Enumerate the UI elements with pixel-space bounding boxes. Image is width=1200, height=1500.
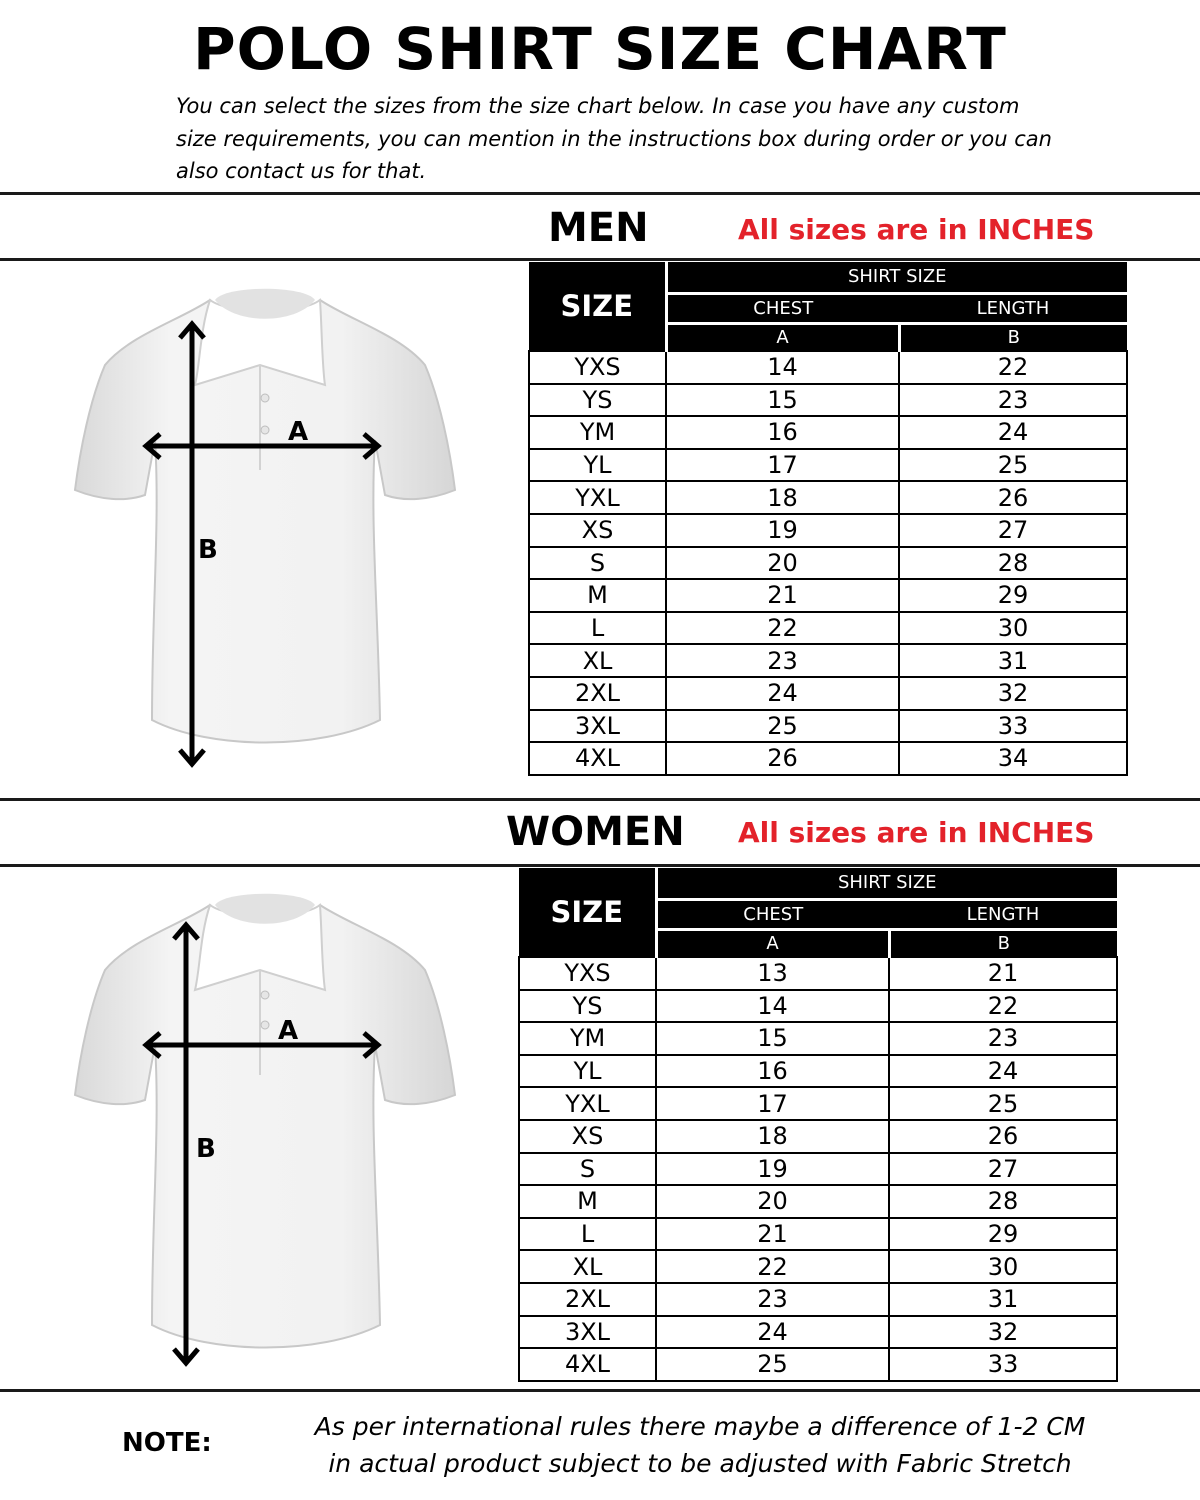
table-cell: 13 (656, 957, 889, 990)
table-cell: 17 (656, 1087, 889, 1120)
a-header: A (656, 929, 889, 957)
men-units-note: All sizes are in INCHES (738, 213, 1095, 246)
dimension-b-label: B (198, 535, 218, 565)
table-cell: 33 (889, 1348, 1117, 1381)
table-row (519, 1218, 1117, 1251)
table-cell: 30 (899, 612, 1127, 645)
shirt-size-header: SHIRT SIZE (666, 262, 1127, 293)
table-cell: 28 (889, 1185, 1117, 1218)
table-row (529, 384, 1127, 417)
table-cell: 22 (656, 1250, 889, 1283)
table-cell: 21 (666, 579, 899, 612)
table-cell: 3XL (529, 710, 666, 743)
dimension-a-label: A (288, 417, 309, 447)
table-cell: L (519, 1218, 656, 1251)
table-cell: 24 (899, 416, 1127, 449)
table-row (519, 1087, 1117, 1120)
table-cell: 29 (889, 1218, 1117, 1251)
table-cell: M (529, 579, 666, 612)
table-cell: 31 (899, 644, 1127, 677)
table-cell: YXL (519, 1087, 656, 1120)
men-size-table (528, 262, 1128, 776)
b-header: B (889, 929, 1117, 957)
table-cell: YS (529, 384, 666, 417)
table-cell: 27 (889, 1153, 1117, 1186)
note-label: NOTE: (122, 1428, 212, 1458)
table-row (519, 1120, 1117, 1153)
table-cell: 25 (656, 1348, 889, 1381)
table-cell: 2XL (519, 1283, 656, 1316)
polo-shirt-men-illustration (60, 280, 460, 790)
table-cell: 32 (899, 677, 1127, 710)
table-cell: 24 (666, 677, 899, 710)
table-cell: YL (529, 449, 666, 482)
table-row (519, 1153, 1117, 1186)
table-row (529, 416, 1127, 449)
women-size-table (518, 868, 1118, 1382)
table-cell: YXS (519, 957, 656, 990)
table-cell: 2XL (529, 677, 666, 710)
table-cell: M (519, 1185, 656, 1218)
table-row (529, 351, 1127, 384)
table-cell: 30 (889, 1250, 1117, 1283)
table-row (519, 1348, 1117, 1381)
table-cell: 18 (666, 481, 899, 514)
chest-header: CHEST (666, 293, 899, 323)
table-cell: 19 (656, 1153, 889, 1186)
table-cell: YS (519, 990, 656, 1023)
table-cell: 23 (889, 1022, 1117, 1055)
dimension-b-label: B (196, 1134, 216, 1164)
table-cell: 15 (656, 1022, 889, 1055)
polo-shirt-women-illustration (60, 885, 460, 1385)
table-cell: YM (519, 1022, 656, 1055)
table-cell: 16 (666, 416, 899, 449)
divider (0, 258, 1200, 261)
table-cell: XL (519, 1250, 656, 1283)
table-row (529, 644, 1127, 677)
table-cell: 19 (666, 514, 899, 547)
table-cell: 23 (899, 384, 1127, 417)
table-row (529, 579, 1127, 612)
table-cell: XL (529, 644, 666, 677)
table-cell: XS (529, 514, 666, 547)
a-header: A (666, 323, 899, 351)
table-row (529, 547, 1127, 580)
table-cell: YL (519, 1055, 656, 1088)
chest-header: CHEST (656, 899, 889, 929)
table-cell: 4XL (529, 742, 666, 775)
table-cell: 21 (656, 1218, 889, 1251)
table-row (529, 612, 1127, 645)
table-cell: 24 (656, 1316, 889, 1349)
table-row (529, 449, 1127, 482)
table-cell: 20 (656, 1185, 889, 1218)
table-cell: 22 (666, 612, 899, 645)
length-header: LENGTH (899, 293, 1127, 323)
note-text: As per international rules there maybe a difference of 1-2 CM in actual product subject to be adjusted with Fabric Stretch (314, 1412, 1086, 1478)
divider (0, 192, 1200, 195)
table-cell: L (529, 612, 666, 645)
table-cell: 22 (899, 351, 1127, 384)
size-column-header: SIZE (529, 262, 666, 351)
table-cell: XS (519, 1120, 656, 1153)
table-cell: 31 (889, 1283, 1117, 1316)
table-row (519, 1022, 1117, 1055)
table-cell: 18 (656, 1120, 889, 1153)
table-row (519, 1055, 1117, 1088)
table-row (519, 1316, 1117, 1349)
table-cell: 23 (656, 1283, 889, 1316)
divider (0, 864, 1200, 867)
table-cell: 16 (656, 1055, 889, 1088)
table-row (519, 1283, 1117, 1316)
table-cell: 33 (899, 710, 1127, 743)
intro-text: You can select the sizes from the size chart below. In case you have any custom size requirements, you can mention in the instructions box during order or you can also contact us for that. (176, 94, 1052, 183)
table-cell: 25 (889, 1087, 1117, 1120)
table-row (529, 710, 1127, 743)
table-cell: 26 (889, 1120, 1117, 1153)
table-row (529, 481, 1127, 514)
table-cell: 14 (666, 351, 899, 384)
table-row (519, 957, 1117, 990)
table-cell: 29 (899, 579, 1127, 612)
dimension-a-label: A (278, 1016, 299, 1046)
table-cell: 34 (899, 742, 1127, 775)
table-cell: 22 (889, 990, 1117, 1023)
divider (0, 1389, 1200, 1392)
table-cell: 14 (656, 990, 889, 1023)
table-cell: 25 (666, 710, 899, 743)
table-row (529, 742, 1127, 775)
table-cell: 20 (666, 547, 899, 580)
table-cell: S (529, 547, 666, 580)
table-cell: 28 (899, 547, 1127, 580)
table-cell: 4XL (519, 1348, 656, 1381)
table-cell: 26 (666, 742, 899, 775)
table-cell: 24 (889, 1055, 1117, 1088)
table-cell: YM (529, 416, 666, 449)
table-cell: 23 (666, 644, 899, 677)
table-cell: 21 (889, 957, 1117, 990)
table-cell: S (519, 1153, 656, 1186)
table-cell: YXL (529, 481, 666, 514)
table-row (529, 677, 1127, 710)
table-cell: 26 (899, 481, 1127, 514)
women-units-note: All sizes are in INCHES (738, 816, 1095, 849)
table-cell: 25 (899, 449, 1127, 482)
table-row (519, 1250, 1117, 1283)
men-section-title: MEN (548, 205, 649, 251)
table-cell: 17 (666, 449, 899, 482)
b-header: B (899, 323, 1127, 351)
table-cell: YXS (529, 351, 666, 384)
shirt-size-header: SHIRT SIZE (656, 868, 1117, 899)
table-cell: 3XL (519, 1316, 656, 1349)
length-header: LENGTH (889, 899, 1117, 929)
table-cell: 32 (889, 1316, 1117, 1349)
women-section-title: WOMEN (506, 809, 685, 855)
table-cell: 15 (666, 384, 899, 417)
size-column-header: SIZE (519, 868, 656, 957)
page-title: POLO SHIRT SIZE CHART (193, 15, 1007, 83)
divider (0, 798, 1200, 801)
table-row (519, 1185, 1117, 1218)
table-row (519, 990, 1117, 1023)
table-cell: 27 (899, 514, 1127, 547)
table-row (529, 514, 1127, 547)
